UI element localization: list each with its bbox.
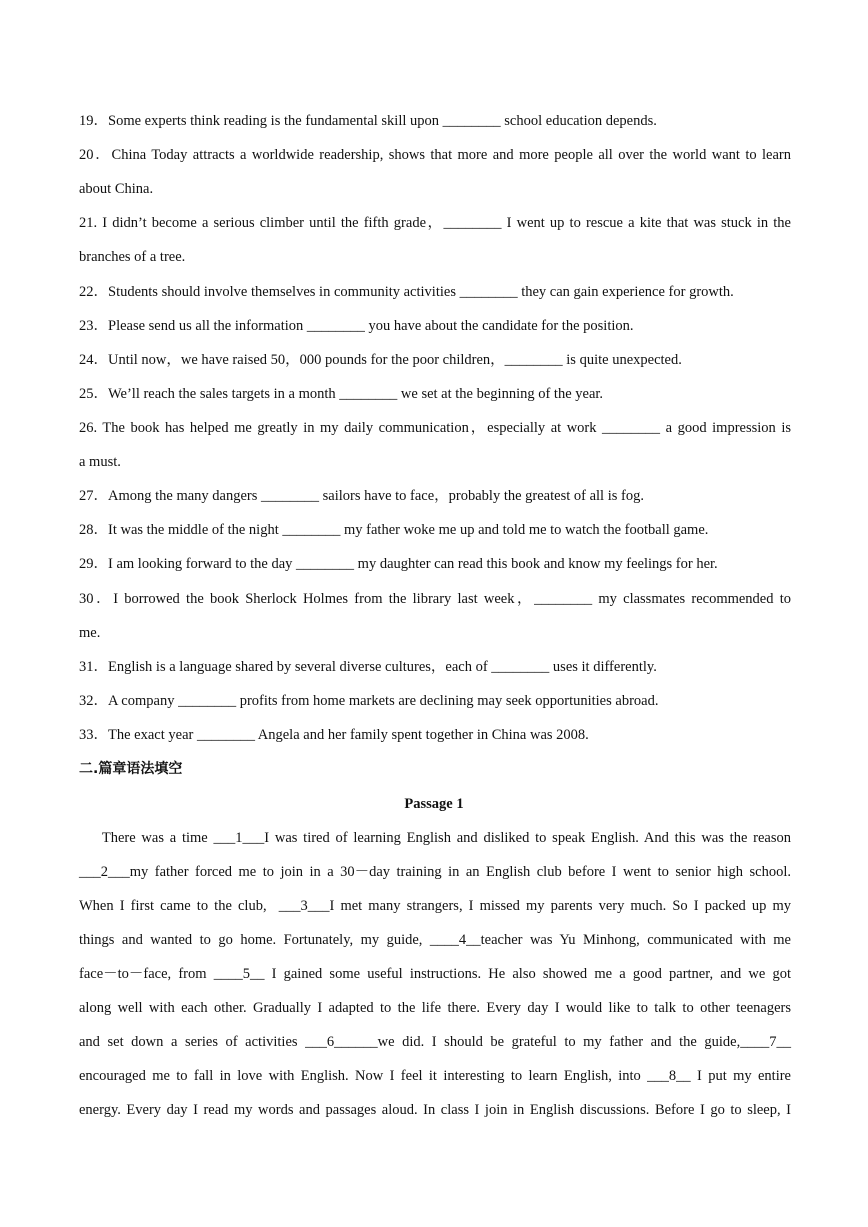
passage-line-6: along well with each other. Gradually I adapted to the life there. Every day I would like to talk to other teenagers [79,1000,791,1016]
passage-title: Passage 1 [404,796,464,812]
question-33-line-1: 33．The exact year ________ Angela and her family spent together in China was 2008. [79,727,589,743]
question-26-line-1: 26. The book has helped me greatly in my daily communication，especially at work ________ a good impression is [79,420,791,436]
question-26-line-2: a must. [79,454,121,470]
passage-line-4: things and wanted to go home. Fortunately, my guide, ____4__teacher was Yu Minhong, communicated with me [79,932,791,948]
passage-line-3: When I first came to the club, ___3___I met many strangers, I missed my parents very much. So I packed up my [79,898,791,914]
question-30-line-2: me. [79,625,101,641]
question-25-line-1: 25．We’ll reach the sales targets in a month ________ we set at the beginning of the year. [79,386,604,402]
question-21-line-2: branches of a tree. [79,249,186,265]
question-20-line-2: about China. [79,181,154,197]
passage-line-8: encouraged me to fall in love with English. Now I feel it interesting to learn English, into ___8__ I put my entire [79,1068,791,1084]
question-22-line-1: 22．Students should involve themselves in community activities ________ they can gain experience for growth. [79,284,734,300]
passage-line-1: There was a time ___1___I was tired of learning English and disliked to speak English. And this was the reason [79,830,791,846]
question-19-line-1: 19．Some experts think reading is the fundamental skill upon ________ school education depends. [79,113,657,129]
passage-line-2: ___2___my father forced me to join in a 30－day training in an English club before I went to senior high school. [79,864,791,880]
passage-line-5: face－to－face, from ____5__ I gained some useful instructions. He also showed me a good partner, and we got [79,966,791,982]
question-23-line-1: 23．Please send us all the information ________ you have about the candidate for the position. [79,318,634,334]
question-24-line-1: 24．Until now，we have raised 50，000 pounds for the poor children，________ is quite unexpected. [79,352,682,368]
question-28-line-1: 28．It was the middle of the night ________ my father woke me up and told me to watch the football game. [79,522,709,538]
question-29-line-1: 29．I am looking forward to the day ________ my daughter can read this book and know my feelings for her. [79,556,718,572]
question-27-line-1: 27．Among the many dangers ________ sailors have to face，probably the greatest of all is fog. [79,488,644,504]
question-31-line-1: 31．English is a language shared by several diverse cultures，each of ________ uses it differently. [79,659,657,675]
section-title: 二.篇章语法填空 [79,761,183,777]
passage-line-9: energy. Every day I read my words and passages aloud. In class I join in English discussions. Before I go to sleep, I [79,1102,791,1118]
question-21-line-1: 21. I didn’t become a serious climber until the fifth grade，________ I went up to rescue a kite that was stuck in the [79,215,791,231]
question-32-line-1: 32．A company ________ profits from home markets are declining may seek opportunities abroad. [79,693,659,709]
passage-line-7: and set down a series of activities ___6______we did. I should be grateful to my father and the guide,____7__ [79,1034,791,1050]
question-30-line-1: 30．I borrowed the book Sherlock Holmes from the library last week，________ my classmates recommended to [79,591,791,607]
question-20-line-1: 20．China Today attracts a worldwide readership, shows that more and more people all over the world want to learn [79,147,791,163]
